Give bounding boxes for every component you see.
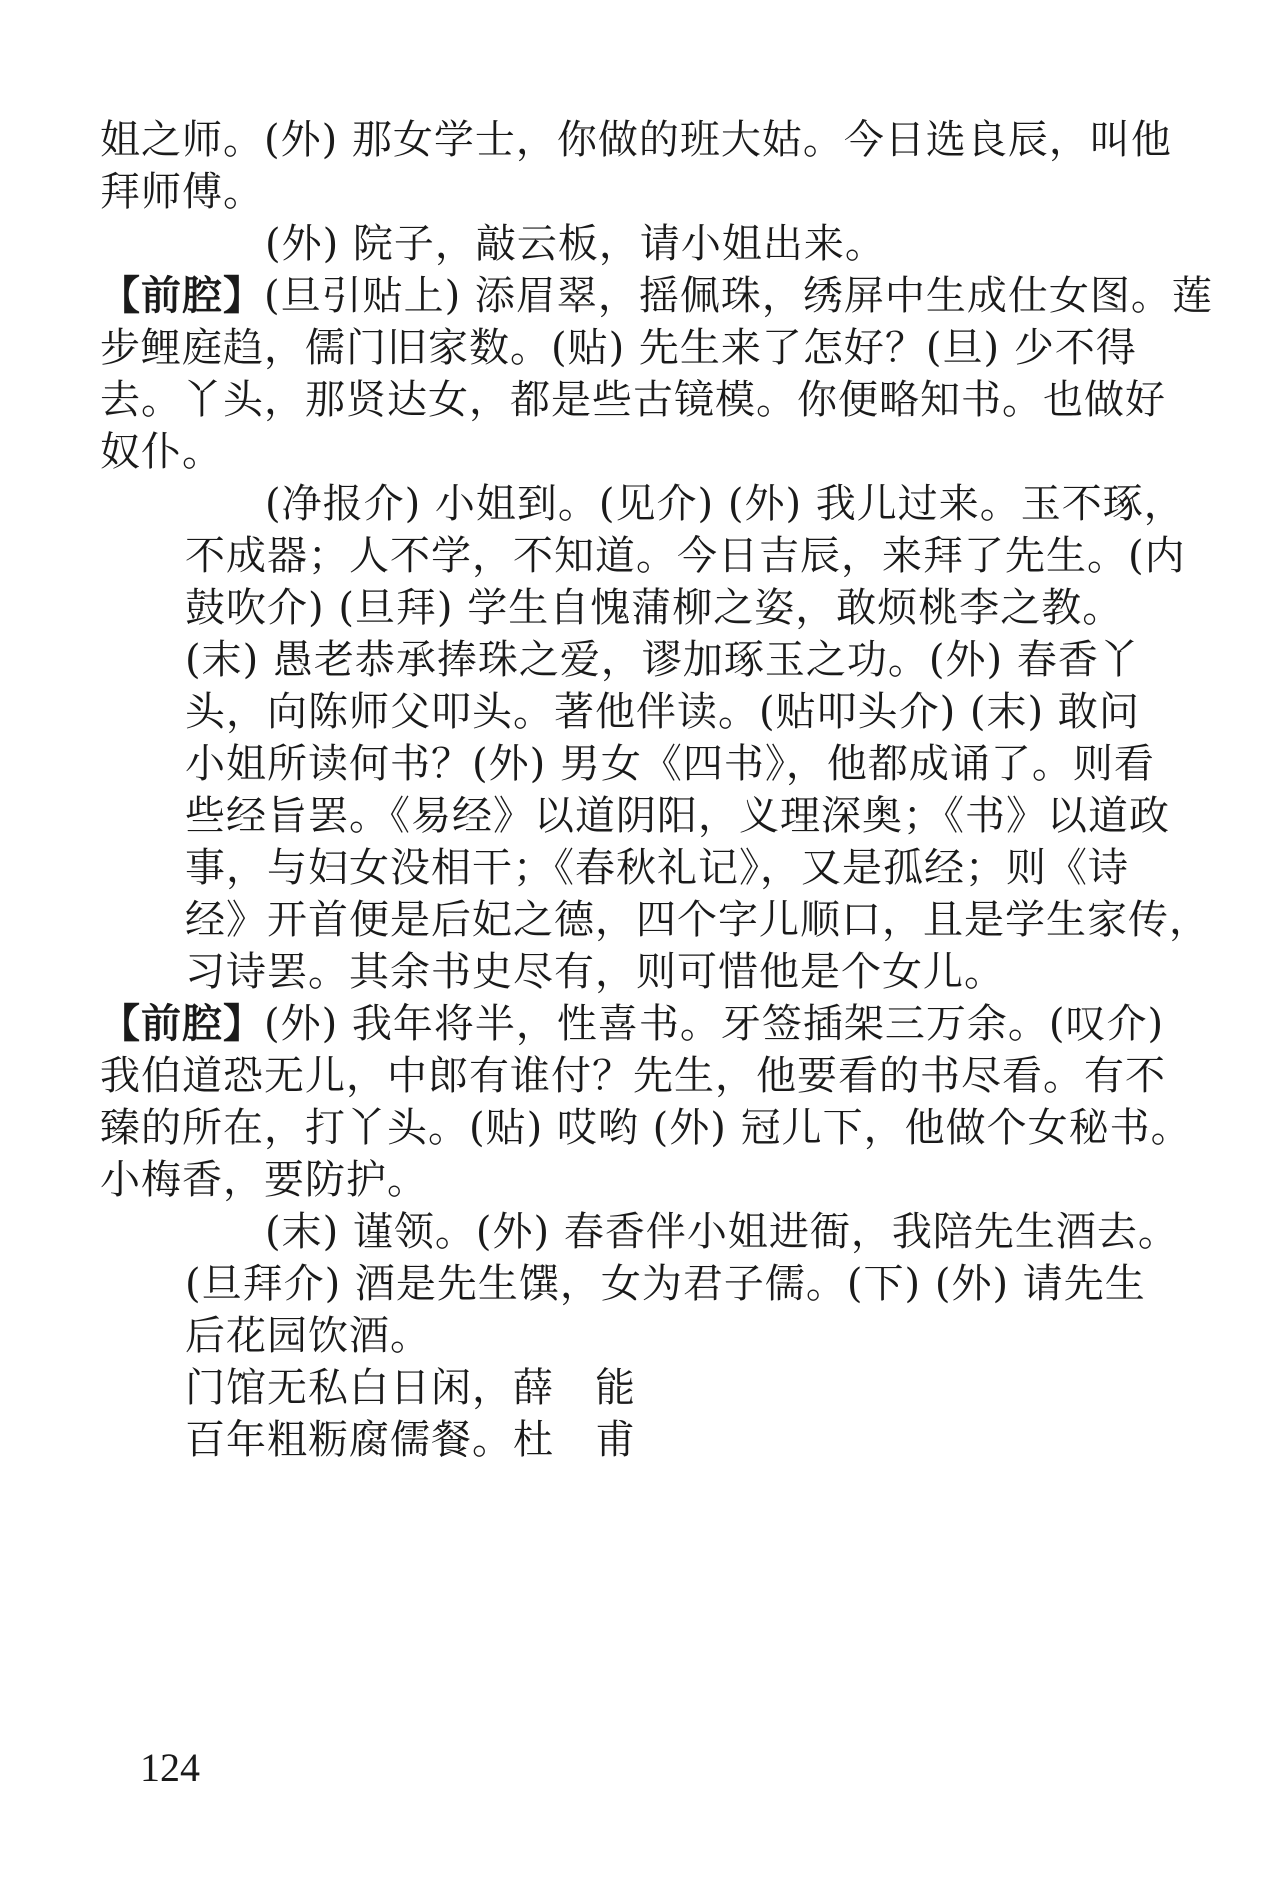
aria-text: (旦引贴上) 添眉翠，摇佩珠，绣屏中生成仕女图。莲 (264, 273, 1213, 319)
aria-line (100, 268, 1213, 324)
dialogue-line: 头，向陈师父叩头。著他伴读。(贴叩头介) (末) 敢问 (185, 689, 1140, 735)
poem-line: 门馆无私白日闲，薛 能 (185, 1365, 636, 1411)
dialogue-line: 小姐所读何书？(外) 男女《四书》，他都成诵了。则看 (185, 741, 1155, 787)
dialogue-line: 经》开首便是后妃之德，四个字儿顺口，且是学生家传， (185, 897, 1210, 943)
dialogue-line: 习诗罢。其余书史尽有，则可惜他是个女儿。 (185, 949, 1005, 995)
dialogue-line: 鼓吹介) (旦拜) 学生自愧蒲柳之姿，敢烦桃李之教。 (185, 585, 1124, 631)
text-line: 去。丫头，那贤达女，都是些古镜模。你便略知书。也做好 (100, 377, 1166, 423)
text-line: 步鲤庭趋，儒门旧家数。(贴) 先生来了怎好？(旦) 少不得 (100, 325, 1137, 371)
dialogue-line: 些经旨罢。《易经》以道阴阳，义理深奥；《书》以道政 (185, 793, 1170, 839)
stage-direction: (外) 院子，敲云板，请小姐出来。 (265, 221, 886, 267)
text-line: 小梅香，要防护。 (100, 1157, 428, 1203)
text-line: 臻的所在，打丫头。(贴) 哎哟 (外) 冠儿下，他做个女秘书。 (100, 1105, 1192, 1151)
dialogue-line: (旦拜介) 酒是先生馔，女为君子儒。(下) (外) 请先生 (185, 1261, 1146, 1307)
aria-line (100, 996, 1164, 1052)
text-line: 拜师傅。 (100, 169, 264, 215)
aria-tag: 【前腔】 (100, 1000, 264, 1047)
text-line: 奴仆。 (100, 429, 223, 475)
stage-direction: (净报介) 小姐到。(见介) (外) 我儿过来。玉不琢， (265, 481, 1185, 527)
text-line: 姐之师。(外) 那女学士，你做的班大姑。今日选良辰，叫他 (100, 117, 1172, 163)
dialogue-line: 不成器；人不学，不知道。今日吉辰，来拜了先生。(内 (185, 533, 1186, 579)
dialogue-line: 后花园饮酒。 (185, 1313, 431, 1359)
dialogue-line: 事，与妇女没相干；《春秋礼记》，又是孤经；则《诗 (185, 845, 1129, 891)
page-number: 124 (140, 1745, 200, 1790)
stage-direction: (末) 谨领。(外) 春香伴小姐进衙，我陪先生酒去。 (265, 1209, 1179, 1255)
poem-line: 百年粗粝腐儒餐。杜 甫 (185, 1417, 636, 1463)
text-line: 我伯道恐无儿，中郎有谁付？先生，他要看的书尽看。有不 (100, 1053, 1166, 1099)
aria-text: (外) 我年将半，性喜书。牙签插架三万余。(叹介) (264, 1001, 1165, 1047)
dialogue-line: (末) 愚老恭承捧珠之爱，谬加琢玉之功。(外) 春香丫 (185, 637, 1140, 683)
aria-tag: 【前腔】 (100, 272, 264, 319)
